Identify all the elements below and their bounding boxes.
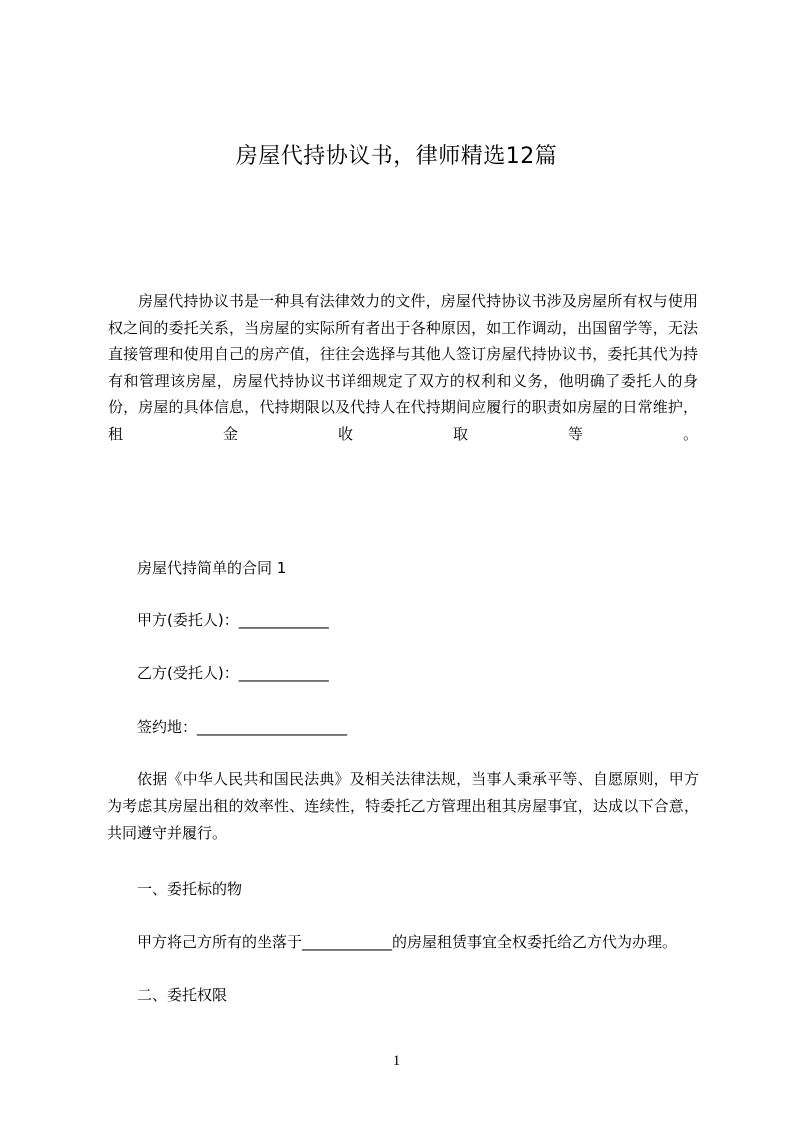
party-a-line: 甲方(委托人)：____________ [137, 611, 329, 629]
preamble-text: 依据《中华人民共和国民法典》及相关法律法规，当事人秉承平等、自愿原则，甲方为考虑其房屋出租的效率性、连续性，特委托乙方管理出租其房屋事宜，达成以下合意，共同遵守并履行。 [107, 770, 699, 842]
section-2-heading: 二、委托权限 [137, 986, 228, 1004]
page-number: 1 [392, 1053, 401, 1069]
page-title: 房屋代持协议书，律师精选12篇 [235, 144, 558, 169]
section-1-heading: 一、委托标的物 [137, 880, 243, 898]
party-b-line: 乙方(受托人)：____________ [137, 664, 329, 682]
section-1-body: 甲方将己方所有的坐落于____________的房屋租赁事宜全权委托给乙方代为办理。 [137, 933, 678, 951]
preamble-paragraph [107, 766, 699, 847]
signing-place-line: 签约地：____________________ [137, 718, 348, 736]
intro-paragraph [108, 288, 698, 447]
contract-heading: 房屋代持简单的合同 1 [137, 559, 287, 577]
intro-text: 房屋代持协议书是一种具有法律效力的文件，房屋代持协议书涉及房屋所有权与使用权之间的委托关系，当房屋的实际所有者出于各种原因，如工作调动，出国留学等，无法直接管理和使用自己的房产值，往往会选择与其他人签订房屋代持协议书，委托其代为持有和管理该房屋，房屋代持协议书详细规定了双方的权利和义务，他明确了委托人的身份，房屋的具体信息，代持期限以及代持人在代持期间应履行的职责如房屋的日常维护，租金收取等。 [108, 292, 698, 443]
